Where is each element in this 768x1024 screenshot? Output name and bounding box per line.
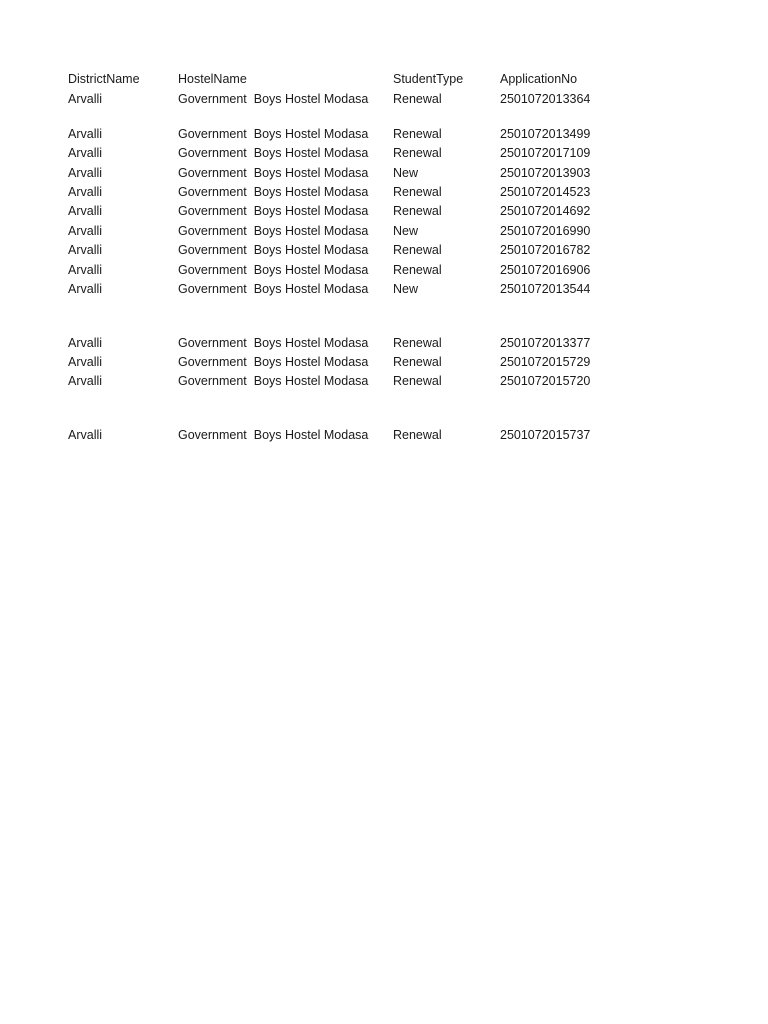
cell-student-type: Renewal bbox=[393, 204, 442, 218]
cell-student-type: New bbox=[393, 166, 419, 180]
cell-student-type: Renewal bbox=[393, 127, 442, 141]
cell-district: Arvalli bbox=[68, 336, 103, 350]
cell-application-no: 2501072016782 bbox=[500, 243, 591, 257]
cell-hostel: Government Boys Hostel Modasa bbox=[178, 374, 369, 388]
column-header-student-type: StudentType bbox=[393, 72, 464, 86]
cell-application-no: 2501072013499 bbox=[500, 127, 591, 141]
table-row bbox=[0, 183, 768, 201]
table-row bbox=[0, 372, 768, 390]
cell-hostel: Government Boys Hostel Modasa bbox=[178, 204, 369, 218]
cell-district: Arvalli bbox=[68, 374, 103, 388]
table-row bbox=[0, 125, 768, 143]
cell-student-type: Renewal bbox=[393, 336, 442, 350]
cell-district: Arvalli bbox=[68, 166, 103, 180]
cell-district: Arvalli bbox=[68, 127, 103, 141]
cell-application-no: 2501072016906 bbox=[500, 263, 591, 277]
cell-district: Arvalli bbox=[68, 263, 103, 277]
cell-student-type: Renewal bbox=[393, 428, 442, 442]
cell-application-no: 2501072015729 bbox=[500, 355, 591, 369]
cell-hostel: Government Boys Hostel Modasa bbox=[178, 263, 369, 277]
cell-district: Arvalli bbox=[68, 243, 103, 257]
table-row bbox=[0, 241, 768, 259]
cell-district: Arvalli bbox=[68, 282, 103, 296]
cell-hostel: Government Boys Hostel Modasa bbox=[178, 428, 369, 442]
cell-application-no: 2501072013364 bbox=[500, 92, 591, 106]
header-row bbox=[0, 70, 768, 88]
cell-student-type: Renewal bbox=[393, 185, 442, 199]
cell-application-no: 2501072014523 bbox=[500, 185, 591, 199]
cell-district: Arvalli bbox=[68, 146, 103, 160]
cell-student-type: Renewal bbox=[393, 92, 442, 106]
cell-application-no: 2501072015737 bbox=[500, 428, 591, 442]
cell-student-type: Renewal bbox=[393, 374, 442, 388]
cell-application-no: 2501072016990 bbox=[500, 224, 591, 238]
cell-student-type: New bbox=[393, 224, 419, 238]
cell-application-no: 2501072015720 bbox=[500, 374, 591, 388]
cell-district: Arvalli bbox=[68, 355, 103, 369]
cell-student-type: New bbox=[393, 282, 419, 296]
cell-hostel: Government Boys Hostel Modasa bbox=[178, 282, 369, 296]
cell-student-type: Renewal bbox=[393, 263, 442, 277]
table-row bbox=[0, 353, 768, 371]
column-header-application-no: ApplicationNo bbox=[500, 72, 578, 86]
cell-district: Arvalli bbox=[68, 428, 103, 442]
cell-application-no: 2501072014692 bbox=[500, 204, 591, 218]
cell-application-no: 2501072013377 bbox=[500, 336, 591, 350]
column-header-district: DistrictName bbox=[68, 72, 140, 86]
cell-student-type: Renewal bbox=[393, 243, 442, 257]
cell-hostel: Government Boys Hostel Modasa bbox=[178, 146, 369, 160]
table-row bbox=[0, 280, 768, 298]
cell-hostel: Government Boys Hostel Modasa bbox=[178, 92, 369, 106]
cell-hostel: Government Boys Hostel Modasa bbox=[178, 243, 369, 257]
cell-hostel: Government Boys Hostel Modasa bbox=[178, 185, 369, 199]
cell-hostel: Government Boys Hostel Modasa bbox=[178, 355, 369, 369]
table-row bbox=[0, 261, 768, 279]
cell-student-type: Renewal bbox=[393, 355, 442, 369]
cell-hostel: Government Boys Hostel Modasa bbox=[178, 166, 369, 180]
cell-district: Arvalli bbox=[68, 224, 103, 238]
cell-hostel: Government Boys Hostel Modasa bbox=[178, 224, 369, 238]
cell-hostel: Government Boys Hostel Modasa bbox=[178, 127, 369, 141]
table-row bbox=[0, 222, 768, 240]
cell-application-no: 2501072017109 bbox=[500, 146, 591, 160]
table-row bbox=[0, 164, 768, 182]
cell-district: Arvalli bbox=[68, 185, 103, 199]
cell-hostel: Government Boys Hostel Modasa bbox=[178, 336, 369, 350]
table-row bbox=[0, 334, 768, 352]
table-row bbox=[0, 202, 768, 220]
cell-application-no: 2501072013544 bbox=[500, 282, 591, 296]
cell-student-type: Renewal bbox=[393, 146, 442, 160]
cell-application-no: 2501072013903 bbox=[500, 166, 591, 180]
table-row bbox=[0, 144, 768, 162]
table-row bbox=[0, 90, 768, 108]
cell-district: Arvalli bbox=[68, 92, 103, 106]
table-row bbox=[0, 426, 768, 444]
column-header-hostel: HostelName bbox=[178, 72, 247, 86]
cell-district: Arvalli bbox=[68, 204, 103, 218]
